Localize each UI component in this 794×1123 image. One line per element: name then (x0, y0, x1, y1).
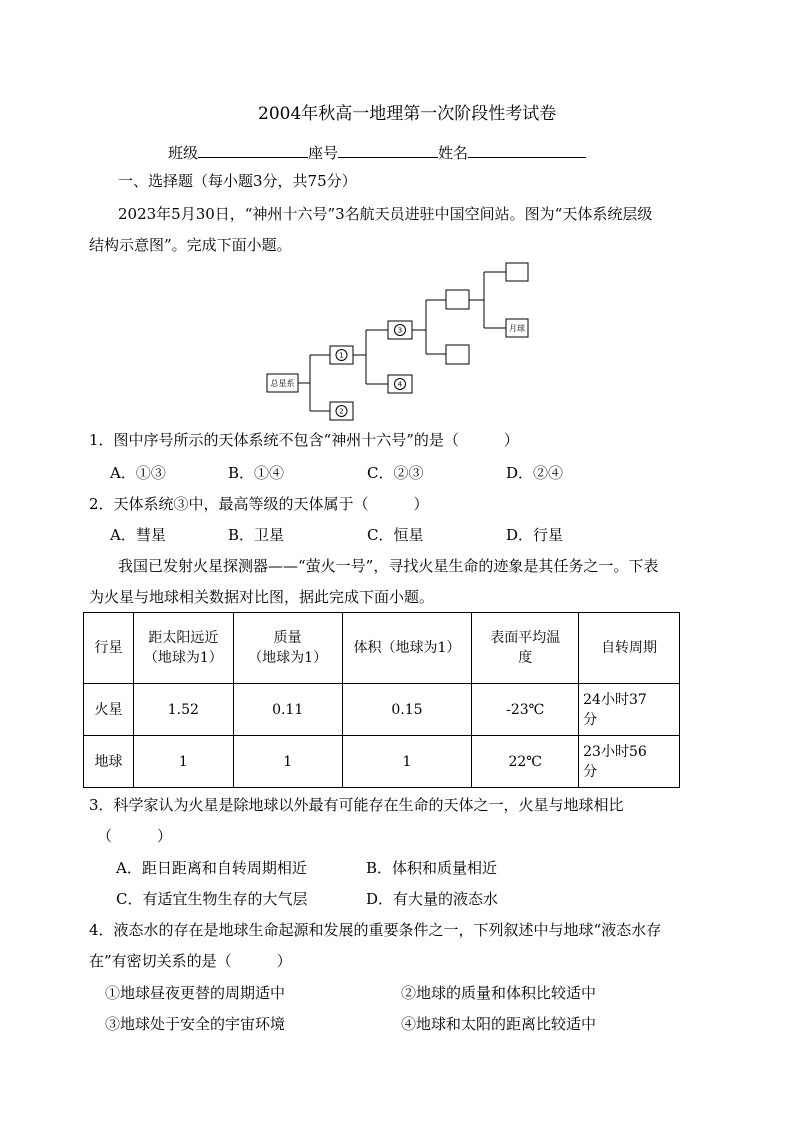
name-field[interactable] (468, 141, 586, 158)
option[interactable]: B．①④ (228, 464, 285, 482)
intro-paragraph-line: 2023年5月30日，“神州十六号”3名航天员进驻中国空间站。图为“天体系统层级 (118, 205, 653, 223)
seat-label: 座号 (308, 144, 339, 162)
class-label: 班级 (168, 144, 199, 162)
answer-paren: （ ） (97, 827, 173, 845)
statement-item: ②地球的质量和体积比较适中 (401, 984, 597, 1002)
intro-paragraph-line: 为火星与地球相关数据对比图，据此完成下面小题。 (89, 588, 435, 606)
option[interactable]: C．恒星 (367, 526, 424, 544)
header-cell: 体积（地球为1） (342, 613, 472, 684)
table-row (84, 736, 680, 788)
class-field[interactable] (198, 141, 308, 158)
option[interactable]: B．卫星 (228, 526, 285, 544)
node1-digit: 1 (339, 351, 344, 360)
question-stem: 在”有密切关系的是（ ） (89, 952, 292, 970)
name-label: 姓名 (438, 144, 469, 162)
student-info-line (168, 141, 586, 163)
header-cell: 表面平均温 度 (472, 613, 579, 684)
statement-item: ④地球和太阳的距离比较适中 (401, 1015, 597, 1033)
empty-box-lower (446, 345, 469, 364)
table-cell: 24小时37 分 (579, 684, 680, 736)
empty-box-upper (446, 290, 469, 309)
page-title: 2004年秋高一地理第一次阶段性考试卷 (258, 104, 557, 124)
option[interactable]: C．②③ (367, 464, 424, 482)
header-cell: 自转周期 (579, 613, 680, 684)
header-cell: 质量 （地球为1） (233, 613, 342, 684)
table-cell: -23℃ (472, 684, 579, 736)
moon-label: 月球 (509, 324, 525, 333)
section-heading: 一、选择题（每小题3分，共75分） (118, 172, 357, 190)
table-cell: 火星 (84, 684, 134, 736)
intro-paragraph-line: 结构示意图”。完成下面小题。 (89, 236, 292, 254)
statement-item: ①地球昼夜更替的周期适中 (105, 984, 286, 1002)
option[interactable]: D．有大量的液态水 (366, 890, 499, 908)
header-cell: 行星 (84, 613, 134, 684)
statement-item: ③地球处于安全的宇宙环境 (105, 1015, 286, 1033)
option[interactable]: C．有适宜生物生存的大气层 (116, 890, 308, 908)
table-cell: 23小时56 分 (579, 736, 680, 788)
table-header-row (84, 613, 680, 684)
option[interactable]: D．②④ (506, 464, 564, 482)
intro-paragraph-line: 我国已发射火星探测器——“萤火一号”，寻找火星生命的迹象是其任务之一。下表 (118, 557, 659, 575)
node4-digit: 4 (397, 380, 403, 389)
celestial-system-diagram (262, 258, 542, 424)
empty-box-top (506, 263, 528, 281)
question-stem: 4．液态水的存在是地球生命起源和发展的重要条件之一，下列叙述中与地球“液态水存 (89, 921, 662, 939)
option[interactable]: B．体积和质量相近 (366, 859, 498, 877)
question-stem: 2．天体系统③中，最高等级的天体属于（ ） (89, 495, 429, 513)
option[interactable]: A．距日距离和自转周期相近 (116, 859, 307, 877)
table-cell: 1 (342, 736, 472, 788)
option[interactable]: A．彗星 (110, 526, 166, 544)
planet-comparison-table (83, 612, 680, 788)
table-cell: 1 (233, 736, 342, 788)
node2-digit: 2 (339, 407, 344, 416)
table-cell: 0.11 (233, 684, 342, 736)
seat-field[interactable] (338, 141, 438, 158)
table-cell: 22℃ (472, 736, 579, 788)
question-stem: 1．图中序号所示的天体系统不包含“神州十六号”的是（ ） (89, 431, 519, 449)
node3-digit: 3 (397, 326, 403, 335)
table-cell: 1.52 (133, 684, 233, 736)
option[interactable]: A．①③ (110, 464, 166, 482)
option[interactable]: D．行星 (506, 526, 564, 544)
root-label: 总星系 (270, 379, 295, 388)
header-cell: 距太阳远近 （地球为1） (133, 613, 233, 684)
table-row (84, 684, 680, 736)
question-stem: 3．科学家认为火星是除地球以外最有可能存在生命的天体之一，火星与地球相比 (89, 796, 624, 814)
table-cell: 0.15 (342, 684, 472, 736)
table-cell: 1 (133, 736, 233, 788)
table-cell: 地球 (84, 736, 134, 788)
